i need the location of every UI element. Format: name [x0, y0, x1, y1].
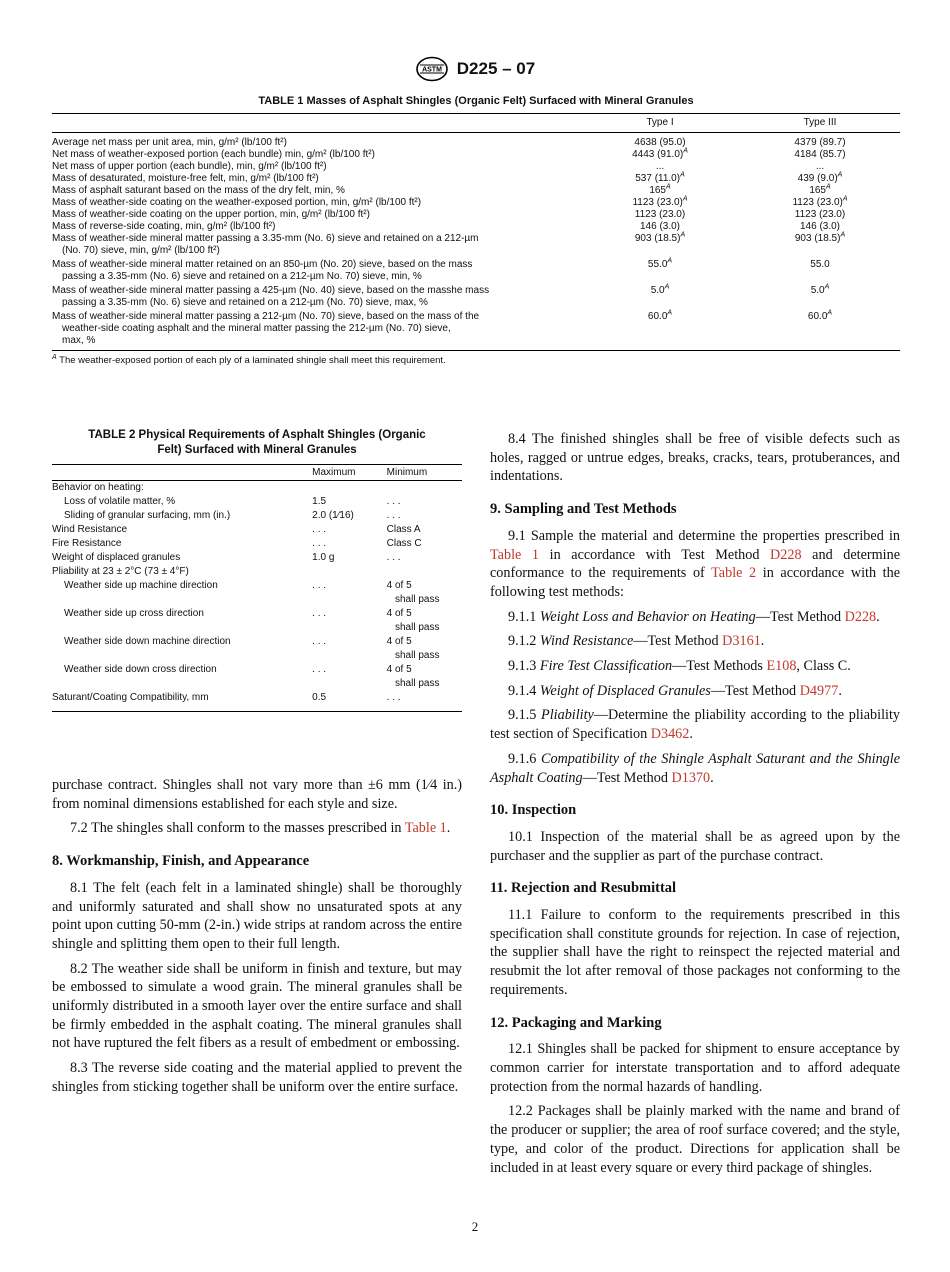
document-designation: D225 – 07 — [456, 59, 536, 78]
paragraph-8-1: 8.1 The felt (each felt in a laminated shingle) shall be thoroughly and uniformly saturated and shall show no unsaturated spots at any point upon cutting 50-mm (2-in.) wide strips at random across the entire shingle and splitting them open to their full length. — [52, 879, 462, 952]
table2-cell-min-line: 4 of 5 — [386, 664, 412, 675]
table2-cell-property: Fire Resistance — [52, 538, 122, 549]
table-row — [52, 663, 462, 691]
d228-link[interactable]: D228 — [770, 546, 802, 563]
d228-link[interactable]: D228 — [844, 608, 877, 625]
table2-cell-max: 2.0 (1⁄16) — [312, 510, 354, 521]
footnote-ref: A — [840, 231, 846, 239]
footnote-ref: A — [826, 183, 831, 191]
table1-cell-property-line: passing a 3.35-mm (No. 6) sieve and retained on a 212-µm No. 70) sieve, min, % — [62, 271, 422, 282]
table2-cell-property: Sliding of granular surfacing, mm (in.) — [64, 510, 231, 521]
section-heading-9: 9. Sampling and Test Methods — [490, 501, 677, 518]
table2-link[interactable]: Table 2 — [711, 565, 757, 582]
table-row — [52, 607, 462, 635]
table1-cell-type3: 1123 (23.0) — [794, 209, 846, 220]
footnote-ref: A — [842, 195, 848, 203]
table2-cell-max: . . . — [312, 524, 327, 535]
table1-cell-type3: 1123 (23.0) — [792, 197, 843, 208]
table-row — [52, 257, 900, 283]
table2-cell-property: Weather side up cross direction — [64, 608, 204, 619]
table1-cell-type3: 55.0 — [810, 259, 830, 270]
table2-cell-min-line: shall pass — [394, 622, 440, 633]
table2-cell-min-line: shall pass — [394, 594, 440, 605]
table2-header-max: Maximum — [312, 465, 387, 481]
table-row — [52, 565, 462, 579]
text-span: in accordance with Test Method — [549, 546, 760, 563]
table2-cell-property: Behavior on heating: — [52, 482, 144, 493]
text-span: 9.1.1 — [508, 608, 537, 625]
table2-cell-property: Weather side down cross direction — [64, 664, 217, 675]
table-row — [52, 233, 900, 257]
text-span: , Class C. — [796, 658, 851, 675]
table2-cell-min — [387, 579, 462, 607]
footnote-ref: A — [824, 283, 830, 291]
table1-cell-property — [52, 257, 580, 283]
page-header — [0, 56, 950, 82]
e108-link[interactable]: E108 — [766, 658, 797, 675]
table2-title-line: TABLE 2 Physical Requirements of Asphalt Shingles (Organic — [88, 429, 426, 441]
d3161-link[interactable]: D3161 — [722, 633, 761, 650]
table1-cell-type3: 146 (3.0) — [799, 221, 841, 232]
table1-link[interactable]: Table 1 — [490, 546, 540, 563]
table2-cell-property: Pliability at 23 ± 2°C (73 ± 4°F) — [52, 566, 189, 577]
paragraph-9-1-1: 9.1.1 Weight Loss and Behavior on Heating—Test Method D228. — [508, 608, 880, 625]
table-row — [52, 309, 900, 351]
table1-cell-type1: 4443 (91.0) — [632, 149, 684, 160]
table2-cell-min-line: 4 of 5 — [386, 608, 412, 619]
paragraph-9-1 — [490, 527, 900, 602]
table1-cell-type1: 5.0 — [650, 285, 665, 296]
footnote-ref: A — [664, 283, 670, 291]
d4977-link[interactable]: D4977 — [799, 682, 839, 699]
table-row — [52, 523, 462, 537]
astm-logo — [415, 56, 449, 82]
table1-cell-property: Mass of weather-side coating on the weather-exposed portion, min, g/m² (lb/100 ft²) — [52, 197, 422, 208]
table-row — [52, 173, 900, 185]
table2-cell-min — [387, 635, 462, 663]
table1-header-property — [52, 114, 580, 133]
table1-cell-property-line: Mass of weather-side mineral matter passing a 212-µm (No. 70) sieve, based on the mass of the — [52, 311, 480, 322]
table1-cell-property: Mass of reverse-side coating, min, g/m² (lb/100 ft²) — [52, 221, 276, 232]
footnote-ref: A — [680, 231, 686, 239]
table1-cell-type1: ... — [655, 161, 665, 172]
table1-cell-type3: 903 (18.5) — [794, 233, 841, 244]
table-row — [52, 635, 462, 663]
text-span: (1⁄4 in.) from nominal dimensions established for each style and size. — [52, 777, 462, 812]
right-column — [490, 430, 900, 1183]
table1-cell-type1: 60.0 — [647, 311, 668, 322]
table1-cell-property — [52, 233, 580, 257]
table1-cell-type1: 55.0 — [647, 259, 668, 270]
page-number: 2 — [471, 1219, 479, 1234]
text-span: —Test Methods — [672, 658, 763, 675]
table2-header-row — [52, 465, 462, 481]
table1-link[interactable]: Table 1 — [404, 820, 447, 837]
table2-cell-max: . . . — [312, 608, 327, 619]
table2-cell-max: 1.5 — [312, 496, 327, 507]
table2-cell-max: . . . — [312, 538, 327, 549]
table1-cell-type1: 903 (18.5) — [634, 233, 681, 244]
table2-cell-property: Loss of volatile matter, % — [64, 496, 176, 507]
footnote-mark: A — [52, 353, 57, 361]
footnote-ref: A — [837, 171, 843, 179]
table2-cell-max: . . . — [312, 664, 327, 675]
text-span: —Test Method — [755, 608, 842, 625]
paragraph-9-1-2: 9.1.2 Wind Resistance—Test Method D3161. — [508, 633, 765, 650]
table1-footnote — [52, 351, 900, 368]
table2-cell-max: 0.5 — [312, 691, 387, 712]
paragraph-10-1: 10.1 Inspection of the material shall be as agreed upon by the purchaser and the supplier as part of the purchase contract. — [490, 828, 900, 864]
table-row — [52, 551, 462, 565]
table1-cell-property — [52, 309, 580, 351]
table2-cell-min: . . . — [386, 510, 401, 521]
table2-cell-property: Wind Resistance — [52, 524, 128, 535]
paragraph-7-1-continued — [52, 776, 462, 813]
paragraph-7-2: 7.2 The shingles shall conform to the masses prescribed in Table 1. — [70, 820, 451, 837]
table-row — [52, 149, 900, 161]
text-span: —Test Method — [710, 682, 797, 699]
table-row — [52, 537, 462, 551]
table-row — [52, 283, 900, 309]
text-span: Wind Resistance — [539, 633, 634, 650]
footnote-ref: A — [827, 309, 833, 317]
svg-text:ASTM: ASTM — [421, 66, 442, 74]
table2-cell-max: 1.0 g — [312, 552, 335, 563]
table2-cell-min: . . . — [386, 552, 401, 563]
footnote-ref: A — [680, 171, 685, 179]
table1-cell-property — [52, 283, 580, 309]
table1-cell-property-line: max, % — [62, 335, 96, 346]
table1-cell-type1: 537 (11.0) — [635, 173, 681, 184]
table2-cell-max: . . . — [312, 636, 327, 647]
text-span: Fire Test Classification — [539, 658, 673, 675]
paragraph-8-3: 8.3 The reverse side coating and the material applied to prevent the shingles from sticking together shall be uniform over the entire surface. — [52, 1060, 462, 1095]
table1-cell-property-line: Mass of weather-side mineral matter retained on an 850-µm (No. 20) sieve, based on the mass — [52, 259, 473, 270]
table-row — [52, 691, 462, 712]
text-span: Weight Loss and Behavior on Heating — [539, 608, 756, 625]
table2-cell-min: . . . — [387, 691, 462, 712]
left-column — [52, 776, 462, 1103]
text-span: Compatibility of the Shingle Asphalt Saturant and the Shingle Asphalt Coating — [490, 750, 901, 786]
paragraph-8-2: 8.2 The weather side shall be uniform in finish and texture, but may be embossed to simulate a wood grain. The mineral granules shall be uniformly distributed in a smooth layer over the entire surface and shall be firmly embedded in the asphalt coating. The mineral granules shall not have ruptured the felt fibers as a result of embedment or embossing. — [52, 960, 462, 1052]
footnote-ref: A — [666, 183, 671, 191]
text-span: and determine conformance to the requirements of — [490, 546, 900, 582]
table2-cell-min-line: shall pass — [394, 678, 440, 689]
text-span: 9.1.3 — [508, 658, 537, 675]
table2-cell-property: Saturant/Coating Compatibility, mm — [52, 691, 312, 712]
table2-cell-property: Weather side down machine direction — [64, 636, 231, 647]
table-row — [52, 209, 900, 221]
table1-cell-property-line: (No. 70) sieve, min, g/m² (lb/100 ft²) — [62, 245, 220, 256]
table2-cell-max: . . . — [312, 580, 327, 591]
paragraph-9-1-6: 9.1.6 Compatibility of the Shingle Asphalt Saturant and the Shingle Asphalt Coating—Test Method D1370. — [490, 750, 901, 786]
table1-cell-property: Mass of weather-side coating on the upper portion, min, g/m² (lb/100 ft²) — [52, 209, 370, 220]
footnote-ref: A — [667, 309, 673, 317]
table2-cell-min-line: shall pass — [394, 650, 440, 661]
table1-header-type1: Type I — [580, 114, 740, 133]
table2-cell-min — [387, 663, 462, 691]
paragraph-12-1: 12.1 Shingles shall be packed for shipment to ensure acceptance by common carrier for interstate transportation and to afford adequate protection from the normal hazards of handling. — [490, 1041, 900, 1095]
table1-cell-type1: 4638 (95.0) — [634, 137, 686, 148]
table-row — [52, 185, 900, 197]
text-span: Pliability — [541, 707, 594, 724]
table2-cell-min — [387, 607, 462, 635]
paragraph-9-1-3 — [490, 657, 900, 676]
table-row — [52, 161, 900, 173]
table2-header-min: Minimum — [387, 465, 462, 481]
table-row — [52, 221, 900, 233]
text-span: 9.1.5 — [508, 707, 537, 724]
table1-cell-type3: 60.0 — [807, 311, 828, 322]
table1-cell-type1: 1123 (23.0) — [634, 209, 686, 220]
text-span: —Test Method — [582, 769, 668, 786]
footnote-text: The weather-exposed portion of each ply of a laminated shingle shall meet this requirement. — [59, 355, 446, 366]
table2-cell-min: Class C — [386, 538, 422, 549]
paragraph-9-1-4: 9.1.4 Weight of Displaced Granules—Test Method D4977. — [508, 682, 842, 699]
section-heading-8: 8. Workmanship, Finish, and Appearance — [52, 853, 310, 870]
paragraph-11-1: 11.1 Failure to conform to the requirements prescribed in this specification shall constitute grounds for rejection. In case of rejection, the supplier shall have the right to reinspect the rejected material and resubmit the lot after removal of those packages not conforming to the requirements. — [490, 907, 900, 998]
paragraph-8-4: 8.4 The finished shingles shall be free of visible defects such as holes, ragged or untrue edges, breaks, cracks, tears, protuberances, and indentations. — [490, 431, 900, 485]
table2-cell-property: Weather side up machine direction — [64, 580, 218, 591]
text-span: 9.1 Sample the material and determine the properties prescribed in — [508, 527, 900, 544]
table-row — [52, 509, 462, 523]
table1-cell-property: Net mass of weather-exposed portion (each bundle) min, g/m² (lb/100 ft²) — [52, 149, 375, 160]
table1-footnote-row — [52, 351, 900, 368]
table1-cell-type3: 165 — [809, 185, 826, 196]
table-row — [52, 197, 900, 209]
section-heading-11: 11. Rejection and Resubmittal — [490, 880, 677, 897]
footnote-ref: A — [682, 195, 688, 203]
table2-cell-min-line: 4 of 5 — [386, 580, 412, 591]
text-span: 9.1.6 — [508, 750, 537, 767]
table2-title — [52, 428, 462, 458]
table1-cell-property-line: passing a 3.35-mm (No. 6) sieve and retained on a 212-µm (No. 70) sieve, max, % — [62, 297, 428, 308]
table1-cell-property-line: weather-side coating asphalt and the mineral matter passing the 212-µm (No. 70) sieve, — [62, 323, 451, 334]
section-heading-12: 12. Packaging and Marking — [490, 1014, 662, 1031]
text-span: —Determine the pliability according to the pliability test section of Specification — [490, 707, 901, 743]
table1-header-type3: Type III — [740, 114, 900, 133]
paragraph-12-2: 12.2 Packages shall be plainly marked with the name and brand of the producer or supplier; the area of roof surface covered; and the style, type, and color of the product. Directions for application shall be included in at least every square or every third package of shingles. — [490, 1103, 900, 1176]
table-row — [52, 579, 462, 607]
text-span: —Test Method — [633, 633, 719, 650]
table1-cell-property: Mass of desaturated, moisture-free felt, min, g/m² (lb/100 ft²) — [52, 173, 319, 184]
table2-title-line: Felt) Surfaced with Mineral Granules — [157, 444, 357, 456]
table1-header-row — [52, 114, 900, 133]
table1-cell-type3: 5.0 — [810, 285, 825, 296]
table1-cell-property: Mass of asphalt saturant based on the mass of the dry felt, min, % — [52, 185, 345, 196]
table1-cell-type3: ... — [815, 161, 825, 172]
table1-cell-property: Average net mass per unit area, min, g/m² (lb/100 ft²) — [52, 137, 287, 148]
text-span: Weight of Displaced Granules — [539, 682, 711, 699]
paragraph-9-1-5: 9.1.5 Pliability—Determine the pliability according to the pliability test section of Specification D3462. — [490, 707, 901, 743]
text-span: purchase contract. Shingles shall not vary more than ±6 mm — [52, 777, 411, 793]
d3462-link[interactable]: D3462 — [650, 726, 690, 743]
table2 — [52, 464, 462, 712]
table2-header-property — [52, 465, 312, 481]
text-span: in accordance with the following test methods: — [490, 565, 900, 600]
d1370-link[interactable]: D1370 — [671, 769, 711, 786]
table1-title: TABLE 1 Masses of Asphalt Shingles (Organic Felt) Surfaced with Mineral Granules — [258, 95, 694, 107]
section-heading-10: 10. Inspection — [490, 802, 577, 819]
table1-cell-property-line: Mass of weather-side mineral matter passing a 3.35-mm (No. 6) sieve and retained on a 212-µm — [52, 233, 479, 244]
table-row — [52, 481, 462, 496]
table-row — [52, 495, 462, 509]
text-span: 9.1.4 — [508, 682, 537, 699]
table1-cell-type3: 439 (9.0) — [797, 173, 838, 184]
text-span: 7.2 The shingles shall conform to the masses prescribed in — [70, 820, 402, 837]
text-span: 9.1.2 — [508, 633, 537, 650]
table1-cell-type1: 1123 (23.0) — [632, 197, 683, 208]
table2-cell-min-line: 4 of 5 — [386, 636, 412, 647]
table2-cell-min: . . . — [386, 496, 401, 507]
table2-cell-property: Weight of displaced granules — [52, 552, 181, 563]
table1-cell-property-line: Mass of weather-side mineral matter passing a 425-µm (No. 40) sieve, based on the masshe mass — [52, 285, 490, 296]
table1 — [52, 113, 900, 367]
table2-cell-min: Class A — [386, 524, 421, 535]
table-row — [52, 133, 900, 150]
table1-cell-type1: 165 — [649, 185, 666, 196]
table1-cell-type3: 4184 (85.7) — [794, 149, 846, 160]
table1-cell-type3: 4379 (89.7) — [794, 137, 846, 148]
footnote-ref: A — [667, 257, 673, 265]
table1-cell-property: Net mass of upper portion (each bundle), min, g/m² (lb/100 ft²) — [52, 161, 327, 172]
table1-cell-type1: 146 (3.0) — [639, 221, 681, 232]
footnote-ref: A — [683, 147, 688, 155]
